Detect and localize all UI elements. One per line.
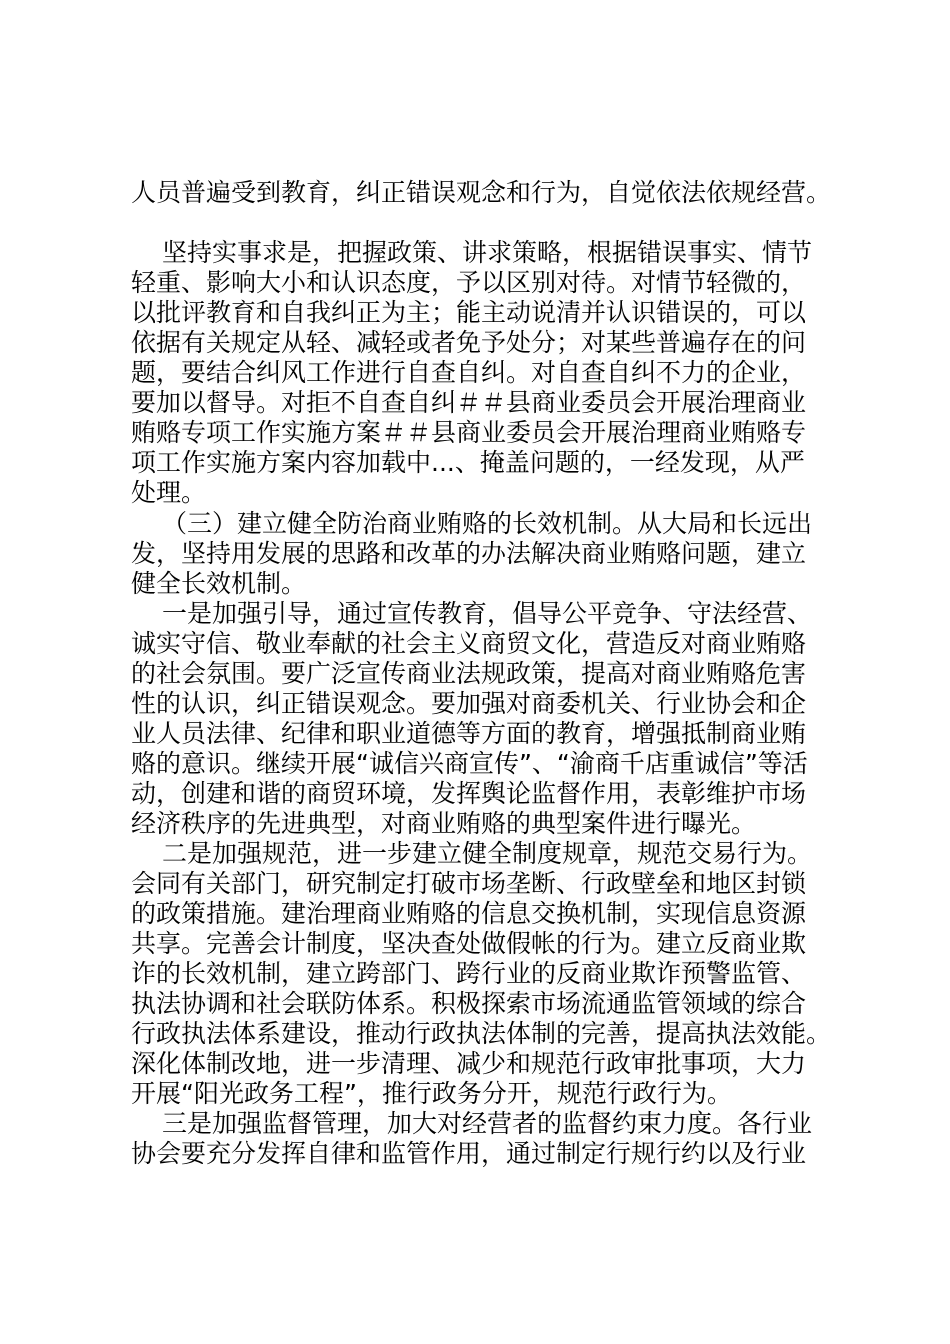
text-line: 的政策措施。建治理商业贿赂的信息交换机制，实现信息资源	[131, 899, 807, 928]
text-line: 赂的意识。继续开展“诚信兴商宣传”、“渝商千店重诚信”等活	[131, 749, 808, 778]
text-line: 业人员法律、纪律和职业道德等方面的教育，增强抵制商业贿	[131, 719, 807, 748]
text-line: 开展“阳光政务工程”，推行政务分开，规范行政行为。	[131, 1079, 732, 1108]
text-line: 会同有关部门，研究制定打破市场垄断、行政壁垒和地区封锁	[131, 869, 807, 898]
text-line: 一是加强引导，通过宣传教育，倡导公平竞争、守法经营、	[162, 599, 813, 628]
text-line: 以批评教育和自我纠正为主；能主动说清并认识错误的，可以	[131, 298, 807, 327]
text-line: 诚实守信、敬业奉献的社会主义商贸文化，营造反对商业贿赂	[131, 629, 807, 658]
text-line: 贿赂专项工作实施方案＃＃县商业委员会开展治理商业贿赂专	[131, 418, 807, 447]
text-line: 健全长效机制。	[131, 569, 307, 598]
text-line: 共享。完善会计制度，坚决查处做假帐的行为。建立反商业欺	[131, 929, 807, 958]
text-line: 二是加强规范，进一步建立健全制度规章，规范交易行为。	[162, 839, 813, 868]
text-line: 要加以督导。对拒不自查自纠＃＃县商业委员会开展治理商业	[131, 388, 807, 417]
text-line: 发，坚持用发展的思路和改革的办法解决商业贿赂问题，建立	[131, 539, 807, 568]
text-line: 性的认识，纠正错误观念。要加强对商委机关、行业协会和企	[131, 689, 807, 718]
text-line: 协会要充分发挥自律和监管作用，通过制定行规行约以及行业	[131, 1139, 807, 1168]
text-line: 坚持实事求是，把握政策、讲求策略，根据错误事实、情节	[162, 238, 813, 267]
text-line: 轻重、影响大小和认识态度，予以区别对待。对情节轻微的，	[131, 268, 807, 297]
text-line: 执法协调和社会联防体系。积极探索市场流通监管领域的综合	[131, 989, 807, 1018]
text-line: 处理。	[131, 478, 207, 507]
text-line: 的社会氛围。要广泛宣传商业法规政策，提高对商业贿赂危害	[131, 659, 807, 688]
text-line: 项工作实施方案内容加载中...、掩盖问题的，一经发现，从严	[131, 448, 805, 477]
text-line: 动，创建和谐的商贸环境，发挥舆论监督作用，表彰维护市场	[131, 779, 807, 808]
text-line: （三）建立健全防治商业贿赂的长效机制。从大局和长远出	[162, 509, 813, 538]
text-line: 依据有关规定从轻、减轻或者免予处分；对某些普遍存在的问	[131, 328, 807, 357]
text-line: 题，要结合纠风工作进行自查自纠。对自查自纠不力的企业，	[131, 358, 807, 387]
text-line: 经济秩序的先进典型，对商业贿赂的典型案件进行曝光。	[131, 809, 757, 838]
text-line: 行政执法体系建设，推动行政执法体制的完善，提高执法效能。	[131, 1019, 832, 1048]
text-line: 人员普遍受到教育，纠正错误观念和行为，自觉依法依规经营。	[131, 178, 832, 207]
text-line: 深化体制改地，进一步清理、减少和规范行政审批事项，大力	[131, 1049, 807, 1078]
text-line: 诈的长效机制，建立跨部门、跨行业的反商业欺诈预警监管、	[131, 959, 807, 988]
text-line: 三是加强监督管理，加大对经营者的监督约束力度。各行业	[162, 1109, 813, 1138]
